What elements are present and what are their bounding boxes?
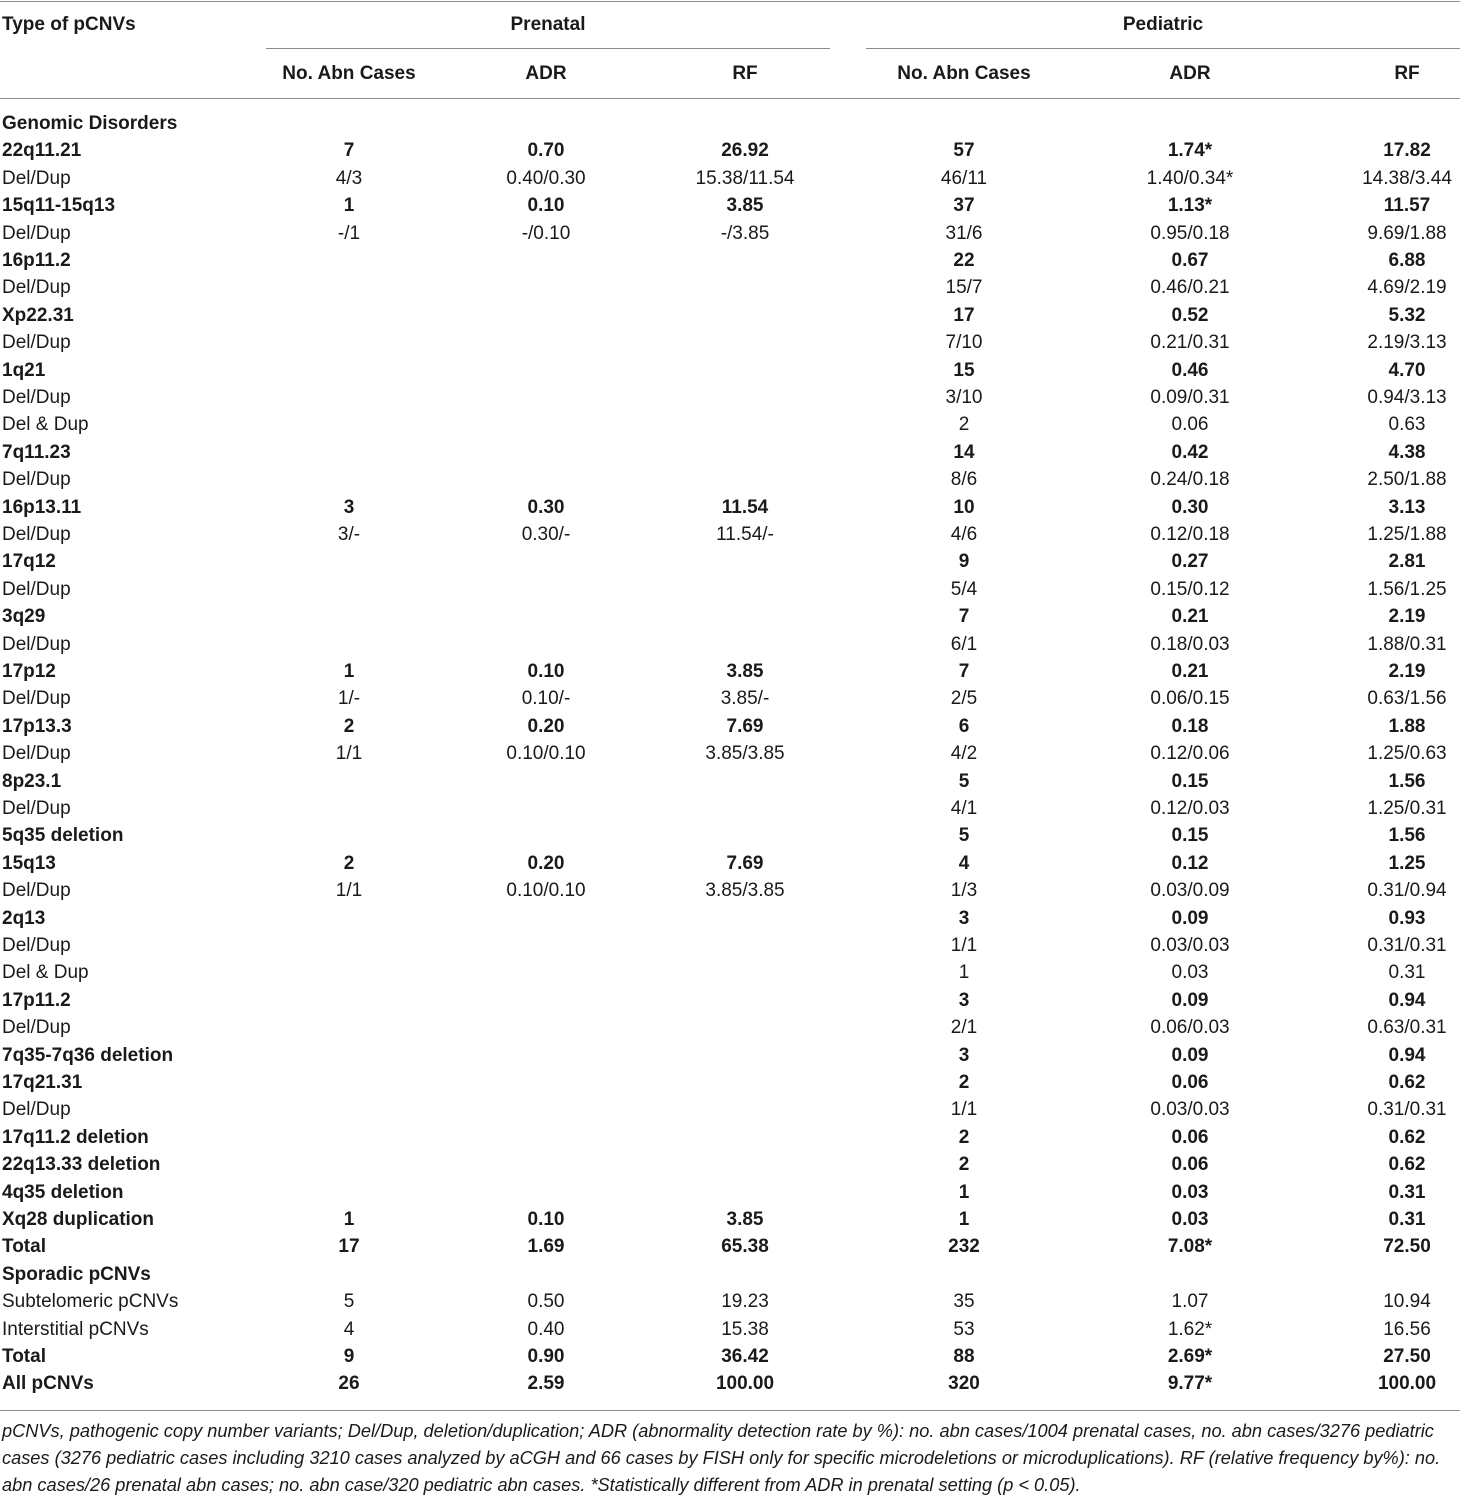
table-row <box>0 795 1460 822</box>
table-cell: 2 <box>343 715 355 737</box>
table-cell: 35 <box>953 1291 975 1313</box>
row-label: Del/Dup <box>2 387 71 408</box>
table-cell: 1 <box>343 195 355 217</box>
table-cell: 0.63/0.31 <box>1367 1017 1447 1039</box>
table-cell: 0.15 <box>1171 825 1209 847</box>
table-row <box>0 466 1460 493</box>
table-cell: 0.03/0.03 <box>1150 935 1230 956</box>
table-row <box>0 658 1460 685</box>
table-cell: 0.31 <box>1388 962 1426 984</box>
row-label: 3q29 <box>2 606 46 628</box>
table-cell: 3.85 <box>726 1209 764 1230</box>
row-label: Del/Dup <box>2 880 71 902</box>
table-row <box>0 1261 1460 1288</box>
table-cell: 3 <box>343 496 355 518</box>
table-cell: 26 <box>338 1373 360 1395</box>
table-cell: 2.69* <box>1167 1346 1213 1367</box>
table-cell: 0.20 <box>527 715 565 737</box>
row-label: 17q21.31 <box>2 1072 83 1093</box>
table-cell: 11.57 <box>1383 195 1431 217</box>
table-cell: 1.40/0.34* <box>1146 167 1234 189</box>
table-cell: 2 <box>958 1072 970 1093</box>
row-label: 17q12 <box>2 551 56 573</box>
table-cell: 88 <box>953 1346 975 1367</box>
prenatal-group-rule <box>266 48 830 49</box>
table-cell: 9.77* <box>1167 1373 1213 1395</box>
table-cell: 0.62 <box>1388 1072 1426 1093</box>
table-cell: 5 <box>343 1291 355 1313</box>
table-cell: 4.70 <box>1388 359 1426 381</box>
table-cell: 0.18 <box>1171 715 1209 737</box>
table-cell: 36.42 <box>721 1346 769 1367</box>
row-label: 17q11.2 deletion <box>2 1126 149 1148</box>
table-cell: 1.25 <box>1388 852 1426 874</box>
table-cell: 26.92 <box>721 140 769 162</box>
header-rule <box>0 98 1460 99</box>
table-cell: 1 <box>958 1209 970 1230</box>
table-row <box>0 740 1460 767</box>
table-cell: 0.21 <box>1171 661 1209 682</box>
table-cell: 2.19 <box>1388 606 1426 628</box>
table-cell: 2 <box>958 1126 970 1148</box>
table-row <box>0 1124 1460 1151</box>
row-label: Xq28 duplication <box>2 1209 155 1230</box>
table-cell: 72.50 <box>1383 1236 1431 1258</box>
table-cell: 0.63 <box>1388 414 1426 436</box>
table-cell: 1.56/1.25 <box>1367 578 1447 600</box>
table-cell: 0.46 <box>1171 359 1209 381</box>
table-cell: 4 <box>343 1318 355 1340</box>
table-cell: 232 <box>948 1236 980 1258</box>
table-cell: 0.12 <box>1171 852 1209 874</box>
table-cell: 7 <box>958 661 970 682</box>
table-cell: 0.95/0.18 <box>1150 222 1230 244</box>
row-label: Del/Dup <box>2 578 71 600</box>
table-cell: 0.62 <box>1388 1154 1426 1176</box>
table-cell: 0.10 <box>527 1209 565 1230</box>
table-row <box>0 1042 1460 1069</box>
table-row <box>0 548 1460 575</box>
table-row <box>0 631 1460 658</box>
table-cell: 0.09 <box>1171 1044 1209 1066</box>
row-label: Del/Dup <box>2 222 71 244</box>
table-cell: 0.62 <box>1388 1126 1426 1148</box>
table-cell: 0.15/0.12 <box>1150 578 1230 600</box>
table-cell: 14.38/3.44 <box>1362 167 1452 189</box>
row-label: 7q11.23 <box>2 441 71 463</box>
table-cell: 0.12/0.06 <box>1150 743 1230 765</box>
table-cell: 31/6 <box>945 222 983 244</box>
row-label: 17p12 <box>2 661 56 682</box>
table-cell: 53 <box>953 1318 975 1340</box>
row-label: Sporadic pCNVs <box>2 1263 151 1285</box>
table-cell: 0.40 <box>527 1318 565 1340</box>
table-cell: 37 <box>953 195 975 217</box>
table-row <box>0 932 1460 959</box>
row-label: 4q35 deletion <box>2 1181 124 1203</box>
table-row <box>0 1151 1460 1178</box>
row-label: Del/Dup <box>2 633 71 655</box>
table-cell: 1/1 <box>950 1099 978 1121</box>
row-label: 7q35-7q36 deletion <box>2 1044 174 1066</box>
row-label: Del/Dup <box>2 1099 71 1121</box>
table-row <box>0 220 1460 247</box>
table-cell: 10 <box>953 496 975 518</box>
table-cell: 0.03 <box>1171 1181 1209 1203</box>
table-cell: 1.25/0.31 <box>1367 798 1447 819</box>
table-row <box>0 1069 1460 1096</box>
table-cell: 57 <box>953 140 975 162</box>
table-cell: 0.21/0.31 <box>1150 332 1230 354</box>
table-cell: 19.23 <box>721 1291 769 1313</box>
table-cell: 7 <box>343 140 355 162</box>
table-cell: 0.06/0.03 <box>1150 1017 1230 1039</box>
table-row <box>0 1233 1460 1260</box>
table-row <box>0 713 1460 740</box>
table-cell: 4/3 <box>335 167 363 189</box>
table-cell: 1 <box>343 661 355 682</box>
table-cell: 0.06 <box>1171 1154 1209 1176</box>
row-label: 15q13 <box>2 852 56 874</box>
table-cell: 0.63/1.56 <box>1367 688 1447 710</box>
table-cell: 9 <box>343 1346 355 1367</box>
table-cell: 0.31 <box>1388 1181 1426 1203</box>
table-row <box>0 1370 1460 1397</box>
table-cell: 22 <box>953 250 975 271</box>
table-cell: 16.56 <box>1383 1318 1431 1340</box>
row-label: 17p11.2 <box>2 989 71 1011</box>
bottom-rule <box>0 1410 1460 1411</box>
column-header: ADR <box>1169 63 1211 84</box>
table-cell: 3 <box>958 1044 970 1066</box>
table-cell: 15 <box>953 359 975 381</box>
pediatric-group-rule <box>866 48 1460 49</box>
row-label: Del/Dup <box>2 688 71 710</box>
table-row <box>0 905 1460 932</box>
table-cell: 15/7 <box>945 277 983 299</box>
table-cell: 4 <box>958 852 970 874</box>
table-cell: 4/1 <box>950 798 978 819</box>
table-cell: 0.03/0.09 <box>1150 880 1230 902</box>
table-cell: 0.03/0.03 <box>1150 1099 1230 1121</box>
table-cell: 0.94 <box>1388 1044 1426 1066</box>
row-label: Del/Dup <box>2 469 71 491</box>
table-cell: 0.94 <box>1388 989 1426 1011</box>
table-cell: 2.81 <box>1388 551 1426 573</box>
table-cell: 100.00 <box>715 1373 775 1395</box>
table-cell: 2.19/3.13 <box>1367 332 1447 354</box>
table-cell: 0.18/0.03 <box>1150 633 1230 655</box>
table-cell: 0.03 <box>1171 1209 1209 1230</box>
table-cell: 15.38 <box>721 1318 769 1340</box>
table-cell: 17 <box>338 1236 360 1258</box>
header-group-prenatal: Prenatal <box>510 14 586 35</box>
table-cell: 3.85/- <box>720 688 770 710</box>
table-row <box>0 1316 1460 1343</box>
table-cell: 8/6 <box>950 469 978 491</box>
table-cell: 3/10 <box>945 387 983 408</box>
row-label: Del/Dup <box>2 798 71 819</box>
table-cell: 1.07 <box>1171 1291 1209 1313</box>
table-cell: 0.31/0.31 <box>1367 935 1447 956</box>
table-cell: 1.56 <box>1388 770 1426 792</box>
row-label: 22q11.21 <box>2 140 82 162</box>
row-label: 16p11.2 <box>2 250 71 271</box>
row-label: Del/Dup <box>2 935 71 956</box>
table-cell: 11.54 <box>721 496 769 518</box>
table-cell: 0.10/0.10 <box>506 743 586 765</box>
table-cell: 2 <box>958 414 970 436</box>
table-row <box>0 329 1460 356</box>
table-cell: 0.67 <box>1171 250 1209 271</box>
table-cell: 0.09 <box>1171 907 1209 929</box>
table-cell: 1.25/0.63 <box>1367 743 1447 765</box>
row-label: Del/Dup <box>2 1017 71 1039</box>
table-cell: 2/5 <box>950 688 978 710</box>
column-header: No. Abn Cases <box>282 63 416 84</box>
table-row <box>0 137 1460 164</box>
table-cell: 1.74* <box>1167 140 1213 162</box>
table-cell: 1/1 <box>950 935 978 956</box>
table-row <box>0 1206 1460 1233</box>
table-cell: 3.13 <box>1388 496 1426 518</box>
top-rule <box>0 1 1460 2</box>
table-row <box>0 274 1460 301</box>
table-cell: 0.10 <box>527 195 565 217</box>
table-cell: 0.09 <box>1171 989 1209 1011</box>
column-header: RF <box>1394 63 1420 84</box>
table-cell: 10.94 <box>1383 1291 1431 1313</box>
table-cell: 3.85/3.85 <box>705 743 785 765</box>
table-cell: 6.88 <box>1388 250 1426 271</box>
row-label: 2q13 <box>2 907 46 929</box>
row-label: Del & Dup <box>2 962 89 984</box>
table-cell: 0.06 <box>1171 414 1209 436</box>
table-cell: 0.27 <box>1171 551 1209 573</box>
table-row <box>0 192 1460 219</box>
table-cell: 4.69/2.19 <box>1367 277 1447 299</box>
table-cell: 1/1 <box>335 743 363 765</box>
table-cell: -/1 <box>337 222 361 244</box>
table-cell: 2.19 <box>1388 661 1426 682</box>
table-cell: 7.69 <box>726 715 764 737</box>
table-cell: 1/- <box>337 688 361 710</box>
table-cell: -/0.10 <box>521 222 571 244</box>
table-cell: 0.31/0.31 <box>1367 1099 1447 1121</box>
table-row <box>0 110 1460 137</box>
table-cell: 65.38 <box>721 1236 769 1258</box>
table-row <box>0 1179 1460 1206</box>
table-cell: 0.12/0.03 <box>1150 798 1230 819</box>
table-row <box>0 959 1460 986</box>
table-cell: 4/2 <box>950 743 978 765</box>
table-row <box>0 247 1460 274</box>
table-row <box>0 850 1460 877</box>
table-cell: 5/4 <box>950 578 978 600</box>
table-cell: 0.40/0.30 <box>506 167 586 189</box>
row-label: Genomic Disorders <box>2 113 178 134</box>
table-cell: 6 <box>958 715 970 737</box>
table-cell: 0.52 <box>1171 304 1209 326</box>
row-label: 22q13.33 deletion <box>2 1154 161 1176</box>
row-label: Del/Dup <box>2 743 71 765</box>
table-cell: 17 <box>953 304 975 326</box>
row-label: Xp22.31 <box>2 304 74 326</box>
row-label: Total <box>2 1236 46 1258</box>
table-cell: 9 <box>958 551 970 573</box>
table-cell: 0.06 <box>1171 1126 1209 1148</box>
table-row <box>0 494 1460 521</box>
header-group-pediatric: Pediatric <box>1122 14 1204 35</box>
row-label: Del/Dup <box>2 277 71 299</box>
table-cell: 0.09/0.31 <box>1150 387 1230 408</box>
table-row <box>0 165 1460 192</box>
table-cell: 0.06 <box>1171 1072 1209 1093</box>
table-cell: 1.13* <box>1167 195 1213 217</box>
table-cell: 0.46/0.21 <box>1150 277 1230 299</box>
table-row <box>0 822 1460 849</box>
column-header: ADR <box>525 63 567 84</box>
table-cell: 0.30 <box>527 496 565 518</box>
table-row <box>0 384 1460 411</box>
table-cell: 3.85 <box>726 661 764 682</box>
table-cell: 1/3 <box>950 880 978 902</box>
table-cell: 5 <box>958 770 970 792</box>
table-row <box>0 357 1460 384</box>
table-cell: 0.21 <box>1171 606 1209 628</box>
table-cell: 6/1 <box>950 633 978 655</box>
table-cell: 1.88/0.31 <box>1367 633 1447 655</box>
table-cell: 0.30 <box>1171 496 1209 518</box>
table-cell: 0.93 <box>1388 907 1426 929</box>
table-row <box>0 302 1460 329</box>
table-cell: 0.50 <box>527 1291 565 1313</box>
row-label: 1q21 <box>2 359 46 381</box>
table-row <box>0 1288 1460 1315</box>
row-label: Subtelomeric pCNVs <box>2 1291 179 1313</box>
table-cell: 4/6 <box>950 524 978 545</box>
table-row <box>0 987 1460 1014</box>
table-cell: 7/10 <box>945 332 983 354</box>
table-row <box>0 1096 1460 1123</box>
column-header: No. Abn Cases <box>897 63 1031 84</box>
table-cell: 2 <box>958 1154 970 1176</box>
table-cell: 0.90 <box>527 1346 565 1367</box>
header-type-label: Type of pCNVs <box>2 14 136 35</box>
table-cell: 0.94/3.13 <box>1367 387 1447 408</box>
table-cell: 1.25/1.88 <box>1367 524 1447 545</box>
row-label: Del/Dup <box>2 524 71 545</box>
table-cell: 2/1 <box>950 1017 978 1039</box>
table-row <box>0 768 1460 795</box>
table-cell: 0.06/0.15 <box>1150 688 1230 710</box>
table-cell: 1.56 <box>1388 825 1426 847</box>
table-row <box>0 439 1460 466</box>
column-header: RF <box>732 63 758 84</box>
table-cell: 2.59 <box>527 1373 565 1395</box>
table-cell: 0.10/0.10 <box>506 880 586 902</box>
row-label: 5q35 deletion <box>2 825 124 847</box>
table-cell: 1.69 <box>527 1236 565 1258</box>
table-cell: 0.20 <box>527 852 565 874</box>
table-cell: 1 <box>343 1209 355 1230</box>
table-cell: 0.24/0.18 <box>1150 469 1230 491</box>
table-cell: 100.00 <box>1377 1373 1437 1395</box>
table-row <box>0 603 1460 630</box>
table-row <box>0 521 1460 548</box>
row-label: Interstitial pCNVs <box>2 1318 149 1340</box>
table-cell: 46/11 <box>940 167 988 189</box>
table-cell: 7.69 <box>726 852 764 874</box>
table-cell: 0.42 <box>1171 441 1209 463</box>
table-cell: 3.85/3.85 <box>705 880 785 902</box>
row-label: 16p13.11 <box>2 496 82 518</box>
table-row <box>0 411 1460 438</box>
table-row <box>0 877 1460 904</box>
table-cell: 7 <box>958 606 970 628</box>
table-cell: 3/- <box>337 524 361 545</box>
row-label: Del & Dup <box>2 414 89 436</box>
table-cell: 7.08* <box>1167 1236 1213 1258</box>
table-cell: 5.32 <box>1388 304 1426 326</box>
table-cell: 0.15 <box>1171 770 1209 792</box>
table-footnote: pCNVs, pathogenic copy number variants; Del/Dup, deletion/duplication; ADR (abnormality detection rate by %): no. abn cases/1004 prenatal cases, no. abn cases/3276 pediatric cases (3276 pediatric cases including 3210 cases analyzed by aCGH and 66 cases by FISH only for specific microdeletions or microduplications). RF (relative frequency by%): no. abn cases/26 prenatal abn cases; no. abn case/320 pediatric abn cases. *Statistically different from ADR in prenatal setting (p < 0.05). <box>2 1421 1441 1495</box>
row-label: Del/Dup <box>2 332 71 354</box>
table-cell: 27.50 <box>1383 1346 1431 1367</box>
table-cell: 320 <box>948 1373 980 1395</box>
table-cell: 1.88 <box>1388 715 1426 737</box>
table-cell: 0.03 <box>1171 962 1209 984</box>
row-label: All pCNVs <box>2 1373 94 1395</box>
table-row <box>0 1343 1460 1370</box>
table-cell: 1.62* <box>1167 1318 1213 1340</box>
table-cell: 2 <box>343 852 355 874</box>
table-cell: 0.12/0.18 <box>1150 524 1230 545</box>
table-cell: 0.31 <box>1388 1209 1426 1230</box>
table-cell: 0.31/0.94 <box>1367 880 1447 902</box>
table-row <box>0 685 1460 712</box>
table-cell: 0.30/- <box>521 524 571 545</box>
row-label: 15q11-15q13 <box>2 195 116 217</box>
table-cell: 11.54/- <box>716 524 774 545</box>
table-cell: 2.50/1.88 <box>1367 469 1447 491</box>
table-cell: 0.10 <box>527 661 565 682</box>
table-cell: 1 <box>958 962 970 984</box>
table-row <box>0 1014 1460 1041</box>
row-label: Total <box>2 1346 46 1367</box>
table-cell: 3 <box>958 989 970 1011</box>
table-cell: 0.10/- <box>521 688 571 710</box>
table-cell: 15.38/11.54 <box>695 167 795 189</box>
table-cell: 4.38 <box>1388 441 1426 463</box>
table-cell: 5 <box>958 825 970 847</box>
table-cell: 14 <box>953 441 975 463</box>
row-label: 8p23.1 <box>2 770 62 792</box>
row-label: 17p13.3 <box>2 715 72 737</box>
row-label: Del/Dup <box>2 167 71 189</box>
table-cell: 0.70 <box>527 140 565 162</box>
table-cell: 1 <box>958 1181 970 1203</box>
table-cell: -/3.85 <box>720 222 770 244</box>
table-cell: 3 <box>958 907 970 929</box>
table-cell: 1/1 <box>335 880 363 902</box>
table-cell: 3.85 <box>726 195 764 217</box>
table-row <box>0 576 1460 603</box>
table-cell: 17.82 <box>1383 140 1431 162</box>
table-cell: 9.69/1.88 <box>1367 222 1447 244</box>
